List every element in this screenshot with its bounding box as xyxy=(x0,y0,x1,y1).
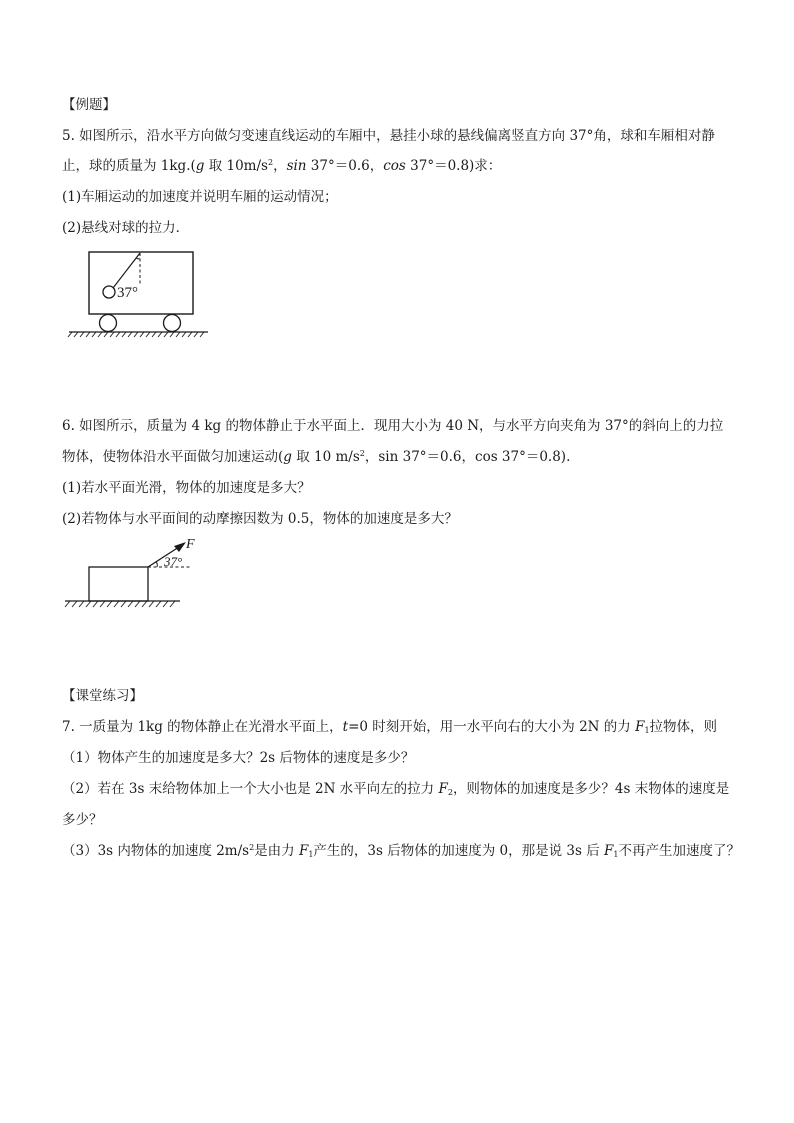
q6-part2: (2)若物体与水平面间的动摩擦因数为 0.5，物体的加速度是多大？ xyxy=(62,511,458,527)
ground-hatching xyxy=(65,601,175,607)
q5-stem-line1: 5. 如图所示，沿水平方向做匀变速直线运动的车厢中，悬挂小球的悬线偏离竖直方向 37°角，球和车厢相对静 xyxy=(62,128,715,144)
q5-angle-label: 37° xyxy=(117,285,138,301)
q6-part1: (1)若水平面光滑，物体的加速度是多大？ xyxy=(62,480,311,496)
q5-carriage-figure xyxy=(62,246,212,341)
angle-arc xyxy=(156,562,157,567)
ground-hatching xyxy=(68,332,204,337)
section-heading-practice: 【课堂练习】 xyxy=(62,688,143,704)
q6-stem-line2: 物体，使物体沿水平面做匀加速运动(g 取 10 $m/s^2$，sin 37°＝0.6，cos 37°＝0.8). xyxy=(62,449,571,465)
section-heading-example: 【例题】 xyxy=(62,97,116,113)
right-wheel xyxy=(164,315,181,332)
q5-stem-line2: 止，球的质量为 1kg.(g 取 $10m/s^2$，sin 37°＝0.6，cos 37°＝0.8)求： xyxy=(62,158,502,174)
angle-arc xyxy=(136,258,140,259)
q7-part2-continuation: 多少？ xyxy=(62,812,103,828)
q6-block-figure xyxy=(62,536,195,611)
q5-part2: (2)悬线对球的拉力． xyxy=(62,220,190,236)
force-arrow-head xyxy=(174,542,186,552)
q6-stem-line1: 6. 如图所示，质量为 4 kg 的物体静止于水平面上．现用大小为 40 N，与水平方向夹角为 37°的斜向上的力拉 xyxy=(62,418,724,434)
q7-part2: （2）若在 3s 末给物体加上一个大小也是 2N 水平向左的拉力 $F_2$，则物体的加速度是多少？4s 末物体的速度是 xyxy=(62,781,730,797)
q6-force-label: F xyxy=(186,537,195,552)
q7-part3: （3）3s 内物体的加速度 $2m/s^2$是由力 $F_1$产生的，3s 后物体的加速度为 0，那是说 3s 后 $F_1$不再产生加速度了？ xyxy=(62,843,740,859)
q7-stem: 7. 一质量为 1kg 的物体静止在光滑水平面上，t=0 时刻开始，用一水平向右的大小为 2N 的力 $F_1$拉物体，则 xyxy=(62,719,718,735)
carriage-body xyxy=(89,252,193,314)
pendulum-ball xyxy=(103,286,115,298)
q6-angle-label: 37° xyxy=(164,554,183,569)
block xyxy=(89,567,148,601)
q7-part1: （1）物体产生的加速度是多大？2s 后物体的速度是多少？ xyxy=(62,750,415,766)
q5-part1: (1)车厢运动的加速度并说明车厢的运动情况； xyxy=(62,189,338,205)
left-wheel xyxy=(100,315,117,332)
